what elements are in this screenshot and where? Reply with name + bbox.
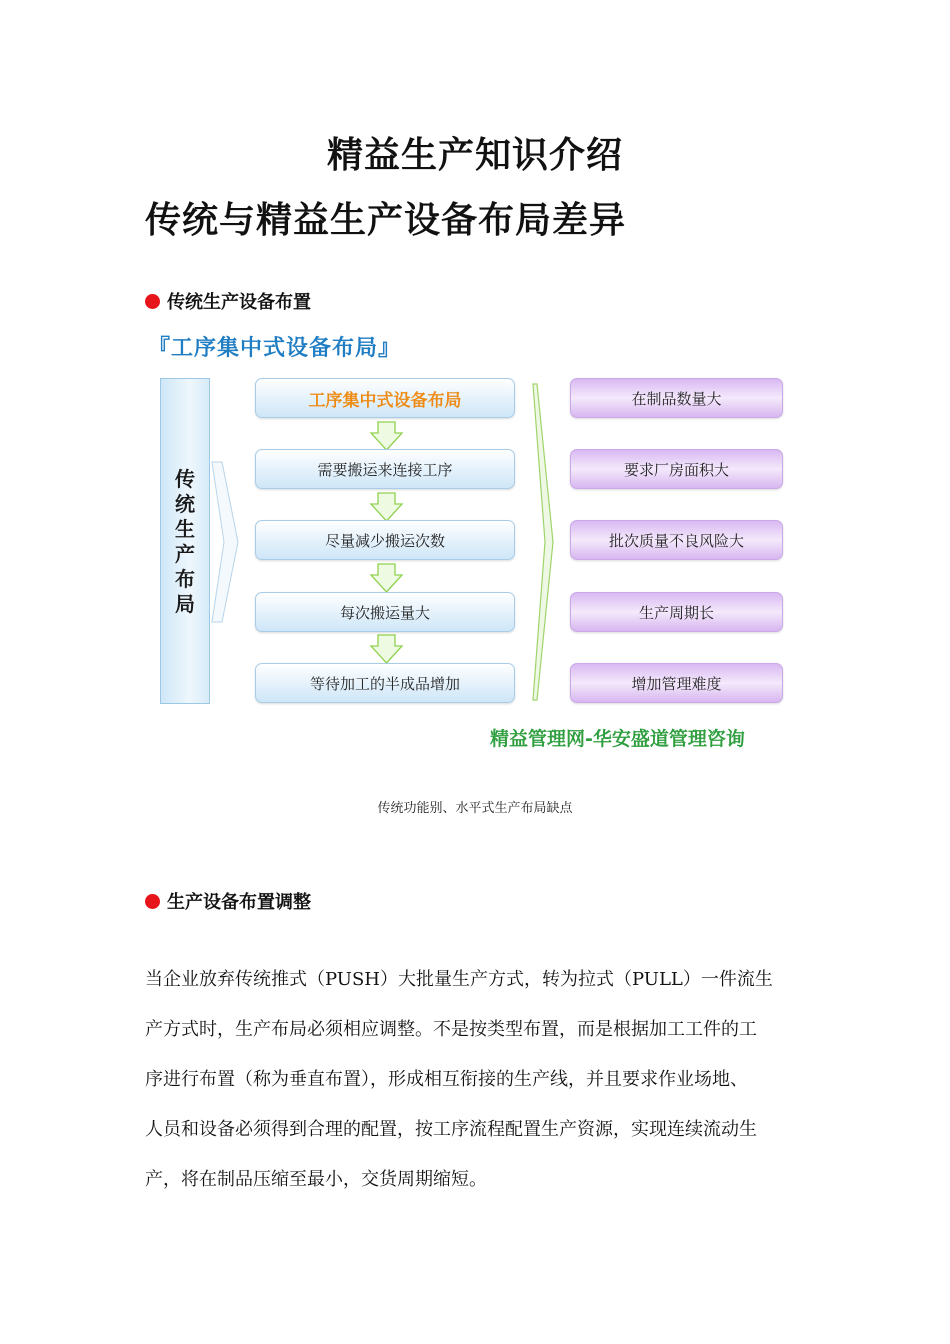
red-bullet-icon — [145, 894, 160, 909]
left-label-char: 布 — [175, 567, 195, 591]
left-label-char: 局 — [175, 592, 195, 616]
result-box: 要求厂房面积大 — [570, 449, 783, 489]
document-title: 精益生产知识介绍 — [326, 134, 623, 176]
body-paragraph — [145, 955, 810, 1205]
paragraph-line: 产，将在制品压缩至最小，交货周期缩短。 — [145, 1169, 487, 1190]
paragraph-line: 序进行布置（称为垂直布置），形成相互衔接的生产线，并且要求作业场地、 — [145, 1069, 748, 1090]
down-arrow-icon — [371, 635, 402, 663]
section-heading-text: 传统生产设备布置 — [167, 292, 311, 313]
down-arrow-icon — [371, 422, 402, 450]
step-box: 工序集中式设备布局 — [255, 378, 515, 418]
result-box: 增加管理难度 — [570, 663, 783, 703]
result-box: 生产周期长 — [570, 592, 783, 632]
diagram-watermark: 精益管理网-华安盛道管理咨询 — [490, 728, 745, 750]
left-label-char: 产 — [175, 542, 195, 566]
paragraph-line: 当企业放弃传统推式（PUSH）大批量生产方式，转为拉式（PULL）一件流生 — [145, 969, 773, 990]
diagram-title: 『工序集中式设备布局』 — [148, 336, 402, 361]
red-bullet-icon — [145, 294, 160, 309]
result-box: 批次质量不良风险大 — [570, 520, 783, 560]
right-chevron-arrow-icon — [533, 384, 553, 700]
down-arrow-icon — [371, 493, 402, 521]
figure-caption: 传统功能别、水平式生产布局缺点 — [377, 801, 573, 816]
step-box: 尽量减少搬运次数 — [255, 520, 515, 560]
left-chevron-arrow-icon — [212, 462, 238, 622]
left-label-char: 传 — [175, 467, 195, 491]
document-subtitle: 传统与精益生产设备布局差异 — [145, 199, 627, 241]
down-arrow-icon — [371, 564, 402, 592]
step-box: 需要搬运来连接工序 — [255, 449, 515, 489]
section-heading-adjustment — [145, 888, 311, 914]
step-box: 每次搬运量大 — [255, 592, 515, 632]
paragraph-line: 人员和设备必须得到合理的配置，按工序流程配置生产资源，实现连续流动生 — [145, 1119, 757, 1140]
step-box: 等待加工的半成品增加 — [255, 663, 515, 703]
left-label-char: 生 — [175, 517, 195, 541]
left-label-char: 统 — [175, 492, 195, 516]
result-box: 在制品数量大 — [570, 378, 783, 418]
section-heading-traditional — [145, 288, 311, 314]
paragraph-line: 产方式时，生产布局必须相应调整。不是按类型布置，而是根据加工工件的工 — [145, 1019, 757, 1040]
section-heading-text: 生产设备布置调整 — [167, 892, 311, 913]
